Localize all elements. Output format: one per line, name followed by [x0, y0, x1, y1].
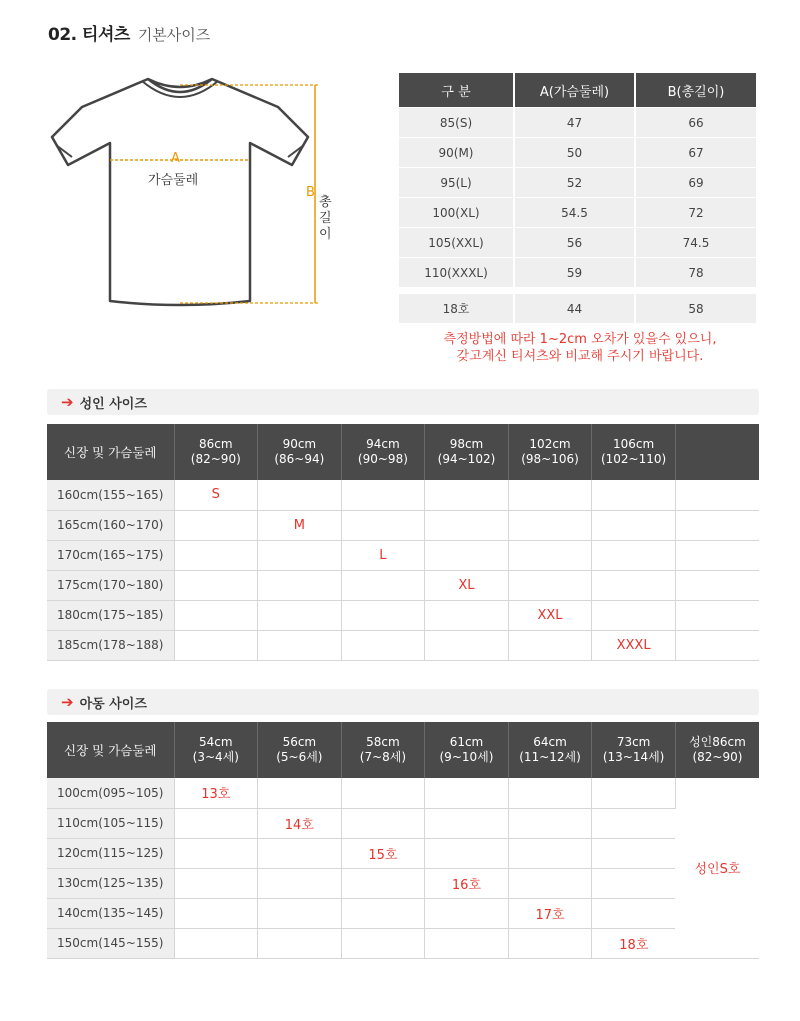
basic-cell-chest: 50 [515, 138, 636, 167]
adult-header-col: 106cm (102~110) [592, 424, 676, 480]
kids-size-mark: 15호 [341, 838, 425, 868]
table-row [47, 600, 759, 630]
measure-b-label-2: 길 [319, 211, 332, 226]
arrow-right-icon: ➔ [61, 693, 74, 711]
adult-row-label: 180cm(175~185) [47, 600, 174, 630]
basic-cell-chest: 54.5 [515, 198, 636, 227]
kids-header-col: 54cm (3~4세) [174, 722, 258, 778]
basic-header-category: 구 분 [399, 73, 515, 107]
adult-section-title: 성인 사이즈 [79, 396, 147, 412]
adult-row-label: 170cm(165~175) [47, 540, 174, 570]
basic-table-header [399, 73, 756, 108]
kids-size-mark: 17호 [508, 898, 592, 928]
basic-cell-size: 100(XL) [399, 198, 515, 227]
kids-header-first: 신장 및 가슴둘레 [47, 722, 174, 778]
measure-a-letter: A [171, 151, 180, 166]
table-row [47, 510, 759, 540]
table-row [47, 808, 759, 838]
basic-cell-length: 67 [636, 138, 756, 167]
page-title-number: 02. 티셔츠 [48, 25, 130, 45]
adult-size-mark: S [174, 480, 258, 510]
table-row [47, 570, 759, 600]
kids-section-title: 아동 사이즈 [79, 696, 147, 712]
basic-table-row [399, 198, 756, 228]
kids-size-table [47, 722, 759, 959]
page-title [48, 20, 210, 46]
measure-b-label-1: 총 [319, 195, 332, 210]
table-row [47, 480, 759, 510]
adult-header-col-empty [675, 424, 759, 480]
kids-header-col: 64cm (11~12세) [508, 722, 592, 778]
adult-header-col: 98cm (94~102) [425, 424, 509, 480]
adult-size-mark: XXXL [592, 630, 676, 660]
adult-size-mark: XL [425, 570, 509, 600]
measure-b-letter: B [306, 185, 315, 200]
adult-row-label: 175cm(170~180) [47, 570, 174, 600]
adult-row-label: 165cm(160~170) [47, 510, 174, 540]
adult-size-mark: L [341, 540, 425, 570]
adult-header-col: 94cm (90~98) [341, 424, 425, 480]
basic-cell-chest: 44 [515, 294, 636, 323]
kids-size-mark: 13호 [174, 778, 258, 808]
basic-table-row [399, 168, 756, 198]
basic-table-row [399, 228, 756, 258]
basic-cell-length: 66 [636, 108, 756, 137]
kids-size-mark: 16호 [425, 868, 509, 898]
basic-header-length: B(총길이) [636, 73, 756, 107]
kids-size-mark: 14호 [258, 808, 342, 838]
kids-header-col: 성인86cm (82~90) [675, 722, 759, 778]
kids-row-label: 100cm(095~105) [47, 778, 174, 808]
basic-cell-size: 90(M) [399, 138, 515, 167]
page-title-subtitle: 기본사이즈 [137, 26, 211, 44]
basic-cell-size: 18호 [399, 294, 515, 323]
basic-table-row-kids [399, 294, 756, 324]
basic-cell-length: 58 [636, 294, 756, 323]
kids-row-label: 140cm(135~145) [47, 898, 174, 928]
adult-section-header [47, 389, 759, 415]
kids-header-col: 61cm (9~10세) [425, 722, 509, 778]
adult-row-label: 185cm(178~188) [47, 630, 174, 660]
basic-table-row [399, 108, 756, 138]
kids-size-mark: 18호 [592, 928, 676, 958]
measurement-note-line2: 갖고계신 티셔츠와 비교해 주시기 바랍니다. [456, 349, 704, 364]
adult-header-col: 90cm (86~94) [258, 424, 342, 480]
adult-table-header [47, 424, 759, 480]
basic-table-row [399, 258, 756, 288]
kids-row-label: 130cm(125~135) [47, 868, 174, 898]
basic-cell-chest: 59 [515, 258, 636, 287]
kids-merged-adult-size: 성인S호 [675, 778, 759, 958]
measure-b-label-3: 이 [319, 227, 332, 242]
basic-cell-length: 72 [636, 198, 756, 227]
basic-header-chest: A(가슴둘레) [515, 73, 636, 107]
basic-cell-size: 95(L) [399, 168, 515, 197]
table-row [47, 630, 759, 660]
adult-row-label: 160cm(155~165) [47, 480, 174, 510]
kids-row-label: 120cm(115~125) [47, 838, 174, 868]
tshirt-illustration [30, 65, 360, 315]
table-row [47, 540, 759, 570]
table-row [47, 898, 759, 928]
kids-header-col: 56cm (5~6세) [258, 722, 342, 778]
measurement-note [400, 331, 760, 365]
kids-table-header [47, 722, 759, 778]
kids-row-label: 150cm(145~155) [47, 928, 174, 958]
basic-size-table [399, 73, 756, 324]
kids-section-header [47, 689, 759, 715]
basic-cell-length: 74.5 [636, 228, 756, 257]
adult-size-mark: M [258, 510, 342, 540]
basic-cell-length: 69 [636, 168, 756, 197]
adult-size-mark: XXL [508, 600, 592, 630]
adult-header-col: 102cm (98~106) [508, 424, 592, 480]
basic-cell-length: 78 [636, 258, 756, 287]
adult-header-first: 신장 및 가슴둘레 [47, 424, 174, 480]
measurement-note-line1: 측정방법에 따라 1~2cm 오차가 있을수 있으니, [443, 332, 717, 347]
measure-a-label: 가슴둘레 [148, 173, 199, 188]
basic-cell-chest: 52 [515, 168, 636, 197]
basic-cell-size: 105(XXL) [399, 228, 515, 257]
adult-size-table [47, 424, 759, 661]
table-row [47, 928, 759, 958]
table-row [47, 838, 759, 868]
arrow-right-icon: ➔ [61, 393, 74, 411]
table-row [47, 778, 759, 808]
kids-header-col: 58cm (7~8세) [341, 722, 425, 778]
kids-row-label: 110cm(105~115) [47, 808, 174, 838]
kids-header-col: 73cm (13~14세) [592, 722, 676, 778]
adult-header-col: 86cm (82~90) [174, 424, 258, 480]
basic-cell-size: 85(S) [399, 108, 515, 137]
basic-cell-chest: 56 [515, 228, 636, 257]
basic-cell-chest: 47 [515, 108, 636, 137]
basic-table-row [399, 138, 756, 168]
basic-cell-size: 110(XXXL) [399, 258, 515, 287]
table-row [47, 868, 759, 898]
